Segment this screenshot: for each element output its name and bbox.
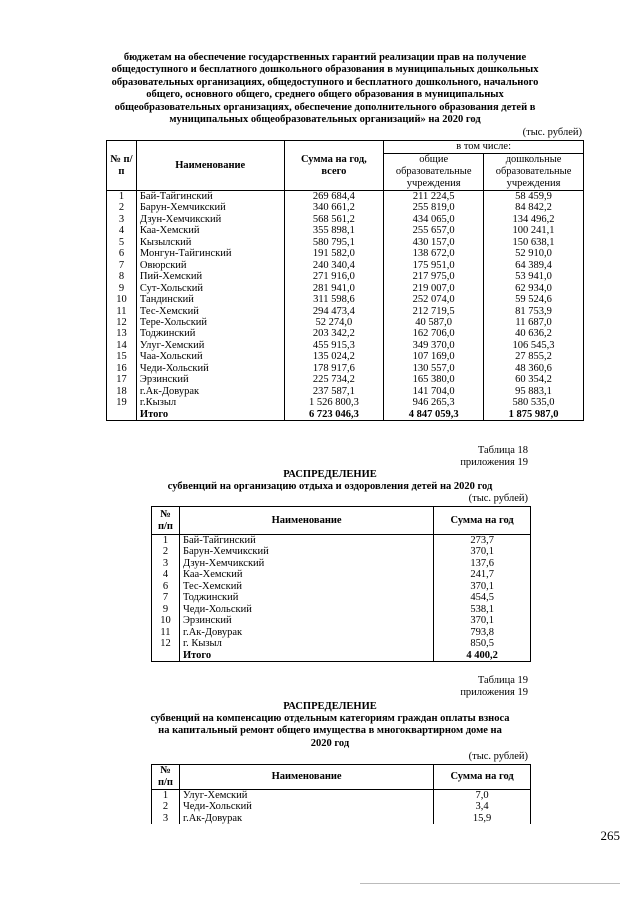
row-sum: 241,7 (434, 569, 531, 580)
table-capital-repair-subventions (151, 764, 531, 824)
row-num: 6 (107, 248, 137, 259)
row-num: 6 (152, 581, 180, 592)
row-num: 4 (152, 569, 180, 580)
header-sum: Сумма на год (434, 765, 531, 790)
total-label: Итого (136, 409, 284, 421)
table-row (152, 790, 531, 802)
row-num: 8 (107, 271, 137, 282)
row-general: 946 265,3 (384, 397, 484, 408)
row-sum: 370,1 (434, 546, 531, 557)
table19-caption (460, 675, 528, 699)
row-name: Тоджинский (136, 328, 284, 339)
row-sum: 454,5 (434, 592, 531, 603)
row-general: 107 169,0 (384, 351, 484, 362)
row-num: 9 (107, 283, 137, 294)
table-row (107, 191, 584, 203)
row-sum: 273,7 (434, 535, 531, 547)
row-preschool: 48 360,6 (484, 363, 584, 374)
table-row (107, 340, 584, 351)
row-num: 2 (152, 546, 180, 557)
subtitle-line: субвенций на компенсацию отдельным категориям граждан оплаты взноса (150, 713, 510, 724)
row-total: 455 915,3 (284, 340, 384, 351)
row-total: 135 024,2 (284, 351, 384, 362)
table-row (152, 615, 531, 626)
total-row (152, 650, 531, 662)
table-row (152, 581, 531, 592)
row-general: 40 587,0 (384, 317, 484, 328)
table19-title: РАСПРЕДЕЛЕНИЕ (283, 701, 377, 712)
row-name: Бай-Тайгинский (179, 535, 433, 547)
row-num: 15 (107, 351, 137, 362)
heading-line: общеобразовательных организациях, обеспечение дополнительного образования детей в (114, 101, 536, 113)
row-name: Тандинский (136, 294, 284, 305)
row-num: 2 (107, 202, 137, 213)
row-num: 11 (152, 627, 180, 638)
row-name: Дзун-Хемчикский (136, 214, 284, 225)
row-preschool: 59 524,6 (484, 294, 584, 305)
row-num: 12 (107, 317, 137, 328)
row-total: 203 342,2 (284, 328, 384, 339)
row-num: 10 (152, 615, 180, 626)
row-num: 9 (152, 604, 180, 615)
header-num: № п/п (107, 141, 137, 191)
table-education-subventions (106, 140, 584, 421)
row-total: 281 941,0 (284, 283, 384, 294)
table19-units: (тыс. рублей) (468, 751, 528, 762)
row-preschool: 52 910,0 (484, 248, 584, 259)
row-name: Бай-Тайгинский (136, 191, 284, 203)
row-sum: 370,1 (434, 615, 531, 626)
row-general: 430 157,0 (384, 237, 484, 248)
row-name: Пий-Хемский (136, 271, 284, 282)
row-num: 4 (107, 225, 137, 236)
row-total: 52 274,0 (284, 317, 384, 328)
page-number: 265 (600, 828, 620, 843)
table-row (107, 328, 584, 339)
heading-line: общедоступного и бесплатного дошкольного образования в муниципальных дошкольных (111, 64, 539, 76)
row-num: 5 (107, 237, 137, 248)
row-name: Чаа-Хольский (136, 351, 284, 362)
total-sum: 4 400,2 (434, 650, 531, 662)
row-name: г.Ак-Довурак (179, 627, 433, 638)
row-name: Тере-Хольский (136, 317, 284, 328)
row-preschool: 106 545,3 (484, 340, 584, 351)
header-name: Наименование (179, 765, 433, 790)
table18-title: РАСПРЕДЕЛЕНИЕ (283, 469, 377, 480)
row-num: 12 (152, 638, 180, 649)
row-sum: 850,5 (434, 638, 531, 649)
row-total: 1 526 800,3 (284, 397, 384, 408)
row-preschool: 100 241,1 (484, 225, 584, 236)
table-row (107, 386, 584, 397)
row-name: г.Кызыл (136, 397, 284, 408)
row-name: Чеди-Хольский (179, 604, 433, 615)
row-name: г.Ак-Довурак (136, 386, 284, 397)
document-heading (95, 52, 555, 126)
caption-line: Таблица 18 (477, 445, 528, 456)
table-row (107, 317, 584, 328)
table18-caption (460, 445, 528, 469)
row-name: Овюрский (136, 260, 284, 271)
total-general: 4 847 059,3 (384, 409, 484, 421)
row-name: Тоджинский (179, 592, 433, 603)
subtitle-line: на капитальный ремонт общего имущества в многоквартирном доме на (158, 725, 502, 737)
header-num: № п/п (152, 507, 180, 535)
row-sum: 3,4 (434, 801, 531, 812)
row-name: Дзун-Хемчикский (179, 558, 433, 569)
table-recreation-subventions (151, 506, 531, 662)
table-row (152, 546, 531, 557)
heading-line: образовательных организациях, общедоступного и бесплатного дошкольного, начального (111, 76, 539, 88)
table1-units: (тыс. рублей) (522, 127, 582, 138)
row-total: 271 916,0 (284, 271, 384, 282)
row-num: 7 (107, 260, 137, 271)
table-row (107, 271, 584, 282)
row-preschool: 81 753,9 (484, 306, 584, 317)
table-row (152, 604, 531, 615)
row-total: 294 473,4 (284, 306, 384, 317)
row-num: 7 (152, 592, 180, 603)
table-row (107, 397, 584, 408)
total-row (107, 409, 584, 421)
row-preschool: 134 496,2 (484, 214, 584, 225)
row-name: Барун-Хемчикский (179, 546, 433, 557)
row-preschool: 64 389,4 (484, 260, 584, 271)
table-row (107, 306, 584, 317)
row-total: 580 795,1 (284, 237, 384, 248)
table18-units: (тыс. рублей) (468, 493, 528, 504)
row-total: 178 917,6 (284, 363, 384, 374)
caption-line: приложения 19 (460, 687, 528, 698)
row-total: 340 661,2 (284, 202, 384, 213)
row-num (107, 409, 137, 421)
header-including: в том числе: (384, 141, 584, 154)
row-preschool: 84 842,2 (484, 202, 584, 213)
row-sum: 793,8 (434, 627, 531, 638)
caption-line: приложения 19 (460, 457, 528, 468)
row-sum: 137,6 (434, 558, 531, 569)
row-num: 16 (107, 363, 137, 374)
row-num: 18 (107, 386, 137, 397)
row-total: 269 684,4 (284, 191, 384, 203)
heading-line: бюджетам на обеспечение государственных гарантий реализации прав на получение (123, 52, 527, 63)
row-sum: 538,1 (434, 604, 531, 615)
row-name: Тес-Хемский (136, 306, 284, 317)
row-name: Сут-Хольский (136, 283, 284, 294)
row-general: 255 819,0 (384, 202, 484, 213)
row-name: Барун-Хемчикский (136, 202, 284, 213)
caption-line: Таблица 19 (477, 675, 528, 686)
row-general: 141 704,0 (384, 386, 484, 397)
total-label: Итого (179, 650, 433, 662)
row-general: 138 672,0 (384, 248, 484, 259)
header-name: Наименование (136, 141, 284, 191)
table-row (152, 535, 531, 547)
header-preschool: дошкольные образовательные учреждения (484, 154, 584, 191)
row-name: Кызылский (136, 237, 284, 248)
header-sum: Сумма на год (434, 507, 531, 535)
row-name: Монгун-Тайгинский (136, 248, 284, 259)
row-total: 225 734,2 (284, 374, 384, 385)
row-total: 240 340,4 (284, 260, 384, 271)
header-general: общие образовательные учреждения (384, 154, 484, 191)
row-name: Чеди-Хольский (136, 363, 284, 374)
row-num: 3 (152, 558, 180, 569)
row-total: 568 561,2 (284, 214, 384, 225)
row-name: Улуг-Хемский (136, 340, 284, 351)
header-num: № п/п (152, 765, 180, 790)
row-general: 165 380,0 (384, 374, 484, 385)
row-preschool: 27 855,2 (484, 351, 584, 362)
row-preschool: 580 535,0 (484, 397, 584, 408)
row-general: 349 370,0 (384, 340, 484, 351)
row-total: 191 582,0 (284, 248, 384, 259)
header-total: Сумма на год, всего (284, 141, 384, 191)
row-sum: 7,0 (434, 790, 531, 802)
table-row (152, 813, 531, 824)
table-row (152, 558, 531, 569)
row-num: 1 (152, 535, 180, 547)
row-name: Чеди-Хольский (179, 801, 433, 812)
table-row (107, 283, 584, 294)
row-name: Тес-Хемский (179, 581, 433, 592)
row-name: Улуг-Хемский (179, 790, 433, 802)
header-name: Наименование (179, 507, 433, 535)
row-num: 3 (152, 813, 180, 824)
subtitle-line: 2020 год (310, 737, 350, 749)
row-preschool: 53 941,0 (484, 271, 584, 282)
row-num (152, 650, 180, 662)
total-sum: 6 723 046,3 (284, 409, 384, 421)
row-num: 14 (107, 340, 137, 351)
table-row (107, 374, 584, 385)
row-name: Каа-Хемский (179, 569, 433, 580)
table-row (107, 351, 584, 362)
row-general: 255 657,0 (384, 225, 484, 236)
row-preschool: 95 883,1 (484, 386, 584, 397)
row-num: 13 (107, 328, 137, 339)
row-num: 1 (152, 790, 180, 802)
table19-subtitle (120, 713, 540, 750)
row-num: 11 (107, 306, 137, 317)
row-num: 19 (107, 397, 137, 408)
row-general: 175 951,0 (384, 260, 484, 271)
row-preschool: 11 687,0 (484, 317, 584, 328)
table-row (107, 260, 584, 271)
row-total: 311 598,6 (284, 294, 384, 305)
table-row (107, 225, 584, 236)
row-sum: 370,1 (434, 581, 531, 592)
table18-subtitle: субвенций на организацию отдыха и оздоровления детей на 2020 год (167, 481, 493, 492)
row-name: Эрзинский (136, 374, 284, 385)
row-general: 219 007,0 (384, 283, 484, 294)
row-preschool: 60 354,2 (484, 374, 584, 385)
row-general: 212 719,5 (384, 306, 484, 317)
row-num: 17 (107, 374, 137, 385)
row-num: 2 (152, 801, 180, 812)
table-row (152, 801, 531, 812)
row-name: г. Кызыл (179, 638, 433, 649)
total-preschool: 1 875 987,0 (484, 409, 584, 421)
heading-line: общего, основного общего, среднего общего образования в муниципальных (146, 89, 504, 101)
table-row (107, 248, 584, 259)
row-num: 3 (107, 214, 137, 225)
row-num: 10 (107, 294, 137, 305)
row-general: 162 706,0 (384, 328, 484, 339)
table-row (152, 627, 531, 638)
row-sum: 15,9 (434, 813, 531, 824)
row-general: 252 074,0 (384, 294, 484, 305)
scan-artifact-line (360, 883, 620, 884)
row-preschool: 58 459,9 (484, 191, 584, 203)
heading-line: муниципальных общеобразовательных организаций» на 2020 год (169, 114, 481, 126)
table-row (152, 592, 531, 603)
table-row (107, 237, 584, 248)
row-preschool: 40 636,2 (484, 328, 584, 339)
row-general: 217 975,0 (384, 271, 484, 282)
table-row (107, 202, 584, 213)
row-general: 130 557,0 (384, 363, 484, 374)
table-row (107, 363, 584, 374)
table-row (152, 638, 531, 649)
row-name: Эрзинский (179, 615, 433, 626)
row-preschool: 150 638,1 (484, 237, 584, 248)
row-name: г.Ак-Довурак (179, 813, 433, 824)
row-num: 1 (107, 191, 137, 203)
table-row (107, 214, 584, 225)
row-total: 237 587,1 (284, 386, 384, 397)
row-name: Каа-Хемский (136, 225, 284, 236)
row-general: 434 065,0 (384, 214, 484, 225)
table-row (107, 294, 584, 305)
row-total: 355 898,1 (284, 225, 384, 236)
row-general: 211 224,5 (384, 191, 484, 203)
table-row (152, 569, 531, 580)
row-preschool: 62 934,0 (484, 283, 584, 294)
